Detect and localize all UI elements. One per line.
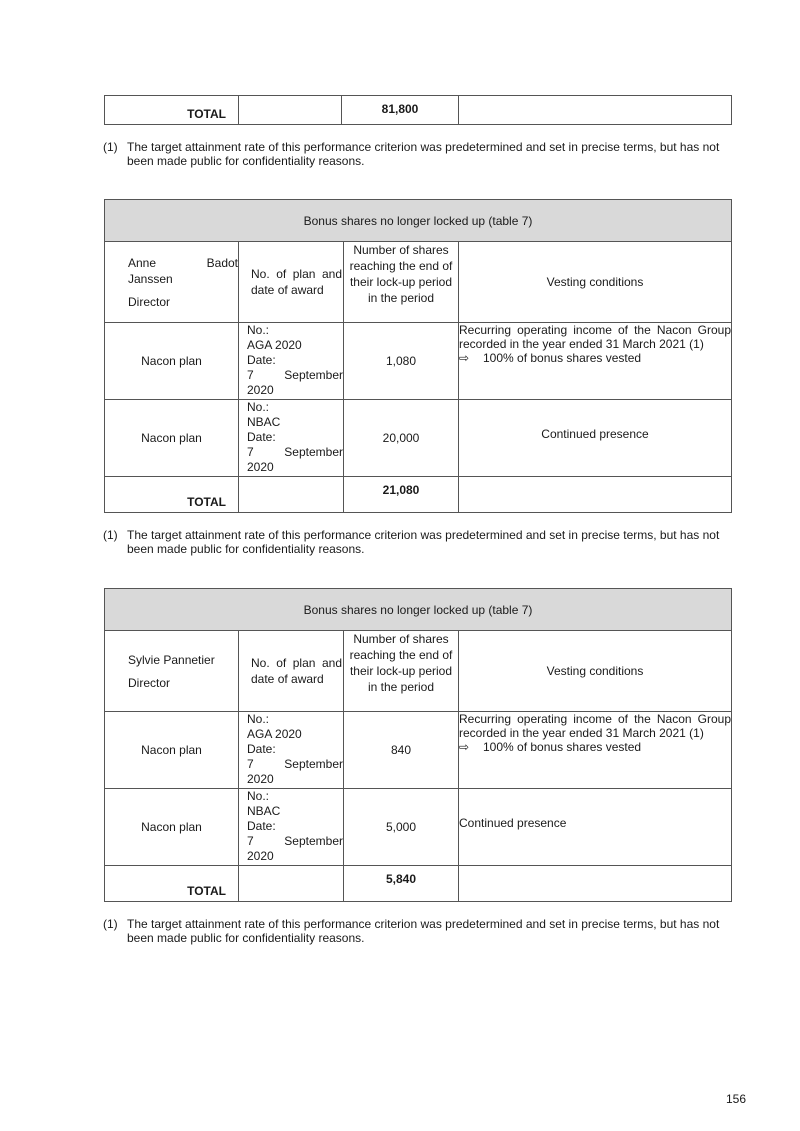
col-shares-header: Number of shares reaching the end of their lock-up period in the period [344,242,459,323]
condition-text: Recurring operating income of the Nacon Group recorded in the year ended 31 March 2021 (1) [459,712,731,740]
top-total-table [104,95,732,125]
plan-no-label: No.: [247,789,270,803]
footnote-text: The target attainment rate of this performance criterion was predetermined and set in precise terms, but has not been made public for confidentiality reasons. [127,140,720,168]
footnote-number: (1) [103,528,118,542]
arrow-right-icon: ⇨ [459,740,470,754]
table-title: Bonus shares no longer locked up (table 7) [105,200,732,242]
vesting-condition: Continued presence [459,400,732,477]
empty-cell [459,866,732,902]
footnote-number: (1) [103,917,118,931]
condition-outcome: 100% of bonus shares vested [483,351,642,365]
beneficiary-last-name: Janssen [128,271,173,286]
beneficiary-name: Sylvie Pannetier [128,652,215,667]
total-value: 81,800 [342,96,459,125]
shares-value: 5,000 [344,789,459,866]
col-conditions-header: Vesting conditions [459,242,732,323]
total-label: TOTAL [105,866,239,902]
beneficiary-role: Director [128,675,171,690]
col-shares-header: Number of shares reaching the end of their lock-up period in the period [344,631,459,712]
plan-no-value: NBAC [247,415,281,429]
beneficiary-first-name: Anne [128,255,157,270]
empty-cell [459,477,732,513]
plan-name: Nacon plan [105,400,239,477]
empty-cell [239,866,344,902]
plan-date-label: Date: [247,742,276,756]
plan-date-year: 2020 [247,383,274,397]
plan-no-label: No.: [247,712,270,726]
plan-date-month: September [284,757,343,771]
plan-no-value: NBAC [247,804,281,818]
plan-no-label: No.: [247,323,270,337]
table-title-row [105,589,732,631]
plan-no-label: No.: [247,400,270,414]
plan-no-value: AGA 2020 [247,338,302,352]
total-row [105,96,732,125]
footnote-number: (1) [103,140,118,154]
plan-details [239,712,344,789]
vesting-condition [459,712,732,789]
empty-cell [239,477,344,513]
plan-date-year: 2020 [247,772,274,786]
plan-date-year: 2020 [247,460,274,474]
plan-date-label: Date: [247,353,276,367]
condition-outcome: 100% of bonus shares vested [483,740,642,754]
total-label: TOTAL [105,96,239,125]
footnote [103,528,723,556]
header-row [105,242,732,323]
empty-cell [459,96,732,125]
beneficiary-middle-name: Badot [206,255,238,270]
col-plan-header: No. of plan and date of award [239,242,344,323]
footnote-text: The target attainment rate of this performance criterion was predetermined and set in precise terms, but has not been made public for confidentiality reasons. [127,917,720,945]
plan-name: Nacon plan [105,712,239,789]
plan-date-month: September [284,834,343,848]
beneficiary-cell [105,242,239,323]
col-conditions-header: Vesting conditions [459,631,732,712]
plan-date-year: 2020 [247,849,274,863]
plan-name: Nacon plan [105,323,239,400]
total-row [105,477,732,513]
total-label: TOTAL [105,477,239,513]
footnote [103,140,723,168]
condition-text: Recurring operating income of the Nacon Group recorded in the year ended 31 March 2021 (1) [459,323,731,351]
vesting-condition: Continued presence [459,789,732,866]
plan-date-label: Date: [247,819,276,833]
table-title-row [105,200,732,242]
plan-date-day: 7 [247,368,254,382]
table-row [105,323,732,400]
table-title: Bonus shares no longer locked up (table 7) [105,589,732,631]
footnote-text: The target attainment rate of this performance criterion was predetermined and set in precise terms, but has not been made public for confidentiality reasons. [127,528,720,556]
col-plan-header: No. of plan and date of award [239,631,344,712]
vesting-condition [459,323,732,400]
header-row [105,631,732,712]
beneficiary-role: Director [128,294,171,309]
table-row [105,400,732,477]
plan-details [239,789,344,866]
footnote [103,917,723,945]
shares-value: 20,000 [344,400,459,477]
beneficiary-cell [105,631,239,712]
arrow-right-icon: ⇨ [459,351,470,365]
shares-value: 1,080 [344,323,459,400]
shares-value: 840 [344,712,459,789]
bonus-shares-table-2 [104,588,732,902]
bonus-shares-table-1 [104,199,732,513]
total-value: 21,080 [344,477,459,513]
plan-name: Nacon plan [105,789,239,866]
plan-date-day: 7 [247,757,254,771]
total-row [105,866,732,902]
plan-date-label: Date: [247,430,276,444]
plan-no-value: AGA 2020 [247,727,302,741]
table-row [105,789,732,866]
plan-date-day: 7 [247,445,254,459]
plan-date-month: September [284,445,343,459]
plan-date-month: September [284,368,343,382]
total-value: 5,840 [344,866,459,902]
plan-details [239,400,344,477]
plan-date-day: 7 [247,834,254,848]
empty-cell [239,96,342,125]
page-number: 156 [725,1092,746,1106]
plan-details [239,323,344,400]
table-row [105,712,732,789]
